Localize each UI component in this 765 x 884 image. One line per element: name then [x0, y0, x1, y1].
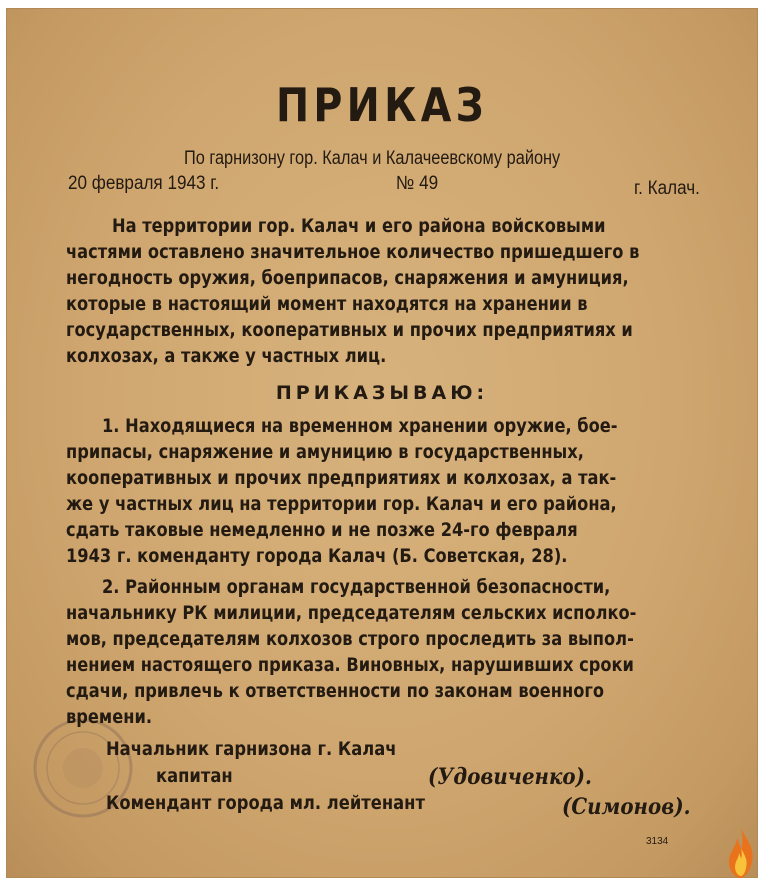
document-date: 20 февраля 1943 г.	[68, 173, 220, 194]
flame-logo-icon	[724, 826, 758, 880]
point1-line: же у частных лиц на территории гор. Калач и его района,	[66, 493, 617, 515]
point2-line: нением настоящего приказа. Виновных, нарушивших сроки	[66, 654, 634, 676]
point1-line: припасы, снаряжение и амуницию в государственных,	[66, 441, 584, 463]
point2-line: мов, председателям колхозов строго проследить за выпол-	[66, 628, 634, 650]
point1-line: сдать таковые немедленно и не позже 24-го февраля	[66, 519, 578, 541]
point1-line: 1943 г. коменданту города Калач (Б. Советская, 28).	[66, 545, 568, 567]
document-subtitle: По гарнизону гор. Калач и Калачеевскому району	[184, 148, 561, 169]
point1-line: кооперативных и прочих предприятиях и колхозах, а так-	[66, 467, 617, 489]
point1-line: 1. Находящиеся на временном хранении оружие, бое-	[102, 415, 618, 437]
point2-line: 2. Районным органам государственной безопасности,	[102, 576, 611, 598]
point2-line: начальнику РК милиции, председателям сельских исполко-	[66, 602, 637, 624]
intro-line: негодность оружия, боеприпасов, снаряжения и амуниция,	[66, 267, 629, 289]
intro-line: частями оставлено значительное количество пришедшего в	[66, 241, 640, 263]
document-city: г. Калач.	[634, 178, 700, 199]
signature-title-1: Начальник гарнизона г. Калач	[106, 738, 397, 760]
document-sheet	[6, 8, 758, 878]
signature-name-2: (Симонов).	[562, 794, 691, 820]
document-number: № 49	[396, 173, 439, 194]
point2-line: сдачи, привлечь к ответственности по законам военного	[66, 680, 605, 702]
point2-line: времени.	[66, 706, 153, 728]
signature-title-2: Комендант города мл. лейтенант	[106, 792, 425, 814]
document-title: ПРИКАЗ	[275, 78, 489, 132]
intro-line: колхозах, а также у частных лиц.	[66, 345, 387, 367]
intro-line: которые в настоящий момент находятся на хранении в	[66, 293, 588, 315]
intro-line: государственных, кооперативных и прочих предприятиях и	[66, 319, 633, 341]
print-code: 3134	[646, 836, 669, 847]
signature-name-1: (Удовиченко).	[428, 764, 592, 790]
order-heading: ПРИКАЗЫВАЮ:	[275, 382, 489, 404]
intro-line: На территории гор. Калач и его района войсковыми	[112, 215, 606, 237]
signature-rank-1: капитан	[156, 765, 233, 787]
